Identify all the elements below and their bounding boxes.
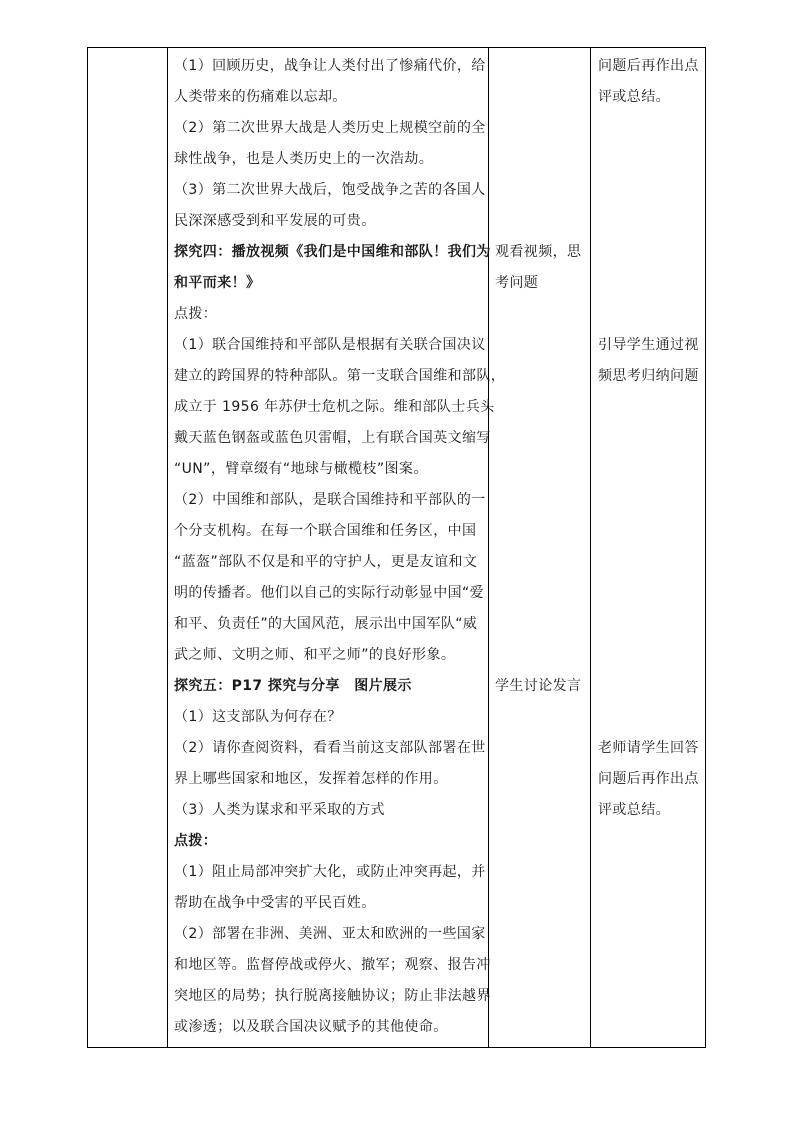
- content-line: “UN”，臂章缀有“地球与橄榄枝”图案。: [174, 461, 428, 477]
- content-line: （2）请你查阅资料，看看当前这支部队部署在世: [174, 740, 486, 756]
- content-line: 或渗透；以及联合国决议赋予的其他使命。: [174, 1019, 448, 1035]
- content-line: （1）回顾历史，战争让人类付出了惨痛代价，给: [174, 58, 486, 74]
- teacher-activity-line: 问题后再作出点: [598, 58, 699, 74]
- content-line: 人类带来的伤痛难以忘却。: [174, 89, 347, 105]
- teacher-activity-line: 评或总结。: [598, 89, 670, 105]
- content-line: 戴天蓝色钢盔或蓝色贝雷帽，上有联合国英文缩写: [174, 430, 491, 446]
- teaching-content-cell: [174, 48, 506, 1047]
- teacher-activity-line: 频思考归纳问题: [598, 368, 699, 384]
- inquiry-four-heading: 探究四：播放视频《我们是中国维和部队！我们为: [174, 244, 491, 260]
- inquiry-four-heading: 和平而来！》: [174, 275, 261, 291]
- student-activity-line: 观看视频，思: [495, 244, 582, 260]
- content-line: 和平、负责任”的大国风范，展示出中国军队“威: [174, 616, 478, 632]
- student-activity-cell: [495, 48, 587, 1047]
- content-line: 突地区的局势；执行脱离接触协议；防止非法越界: [174, 988, 491, 1004]
- lesson-plan-table: [87, 47, 706, 1048]
- teacher-activity-cell: [598, 48, 704, 1047]
- content-line: 建立的跨国界的特种部队。第一支联合国维和部队，: [174, 368, 506, 384]
- column-divider: [590, 48, 591, 1047]
- guidance-label: 点拨：: [174, 833, 218, 849]
- teacher-activity-line: 老师请学生回答: [598, 740, 699, 756]
- teacher-activity-line: 引导学生通过视: [598, 337, 699, 353]
- content-line: （1）这支部队为何存在？: [174, 709, 342, 725]
- content-line: （2）第二次世界大战是人类历史上规模空前的全: [174, 120, 486, 136]
- content-line: （2）部署在非洲、美洲、亚太和欧洲的一些国家: [174, 926, 486, 942]
- content-line: 个分支机构。在每一个联合国维和任务区，中国: [174, 523, 477, 539]
- content-line: 武之师、文明之师、和平之师”的良好形象。: [174, 647, 456, 663]
- inquiry-five-heading: 探究五：P17 探究与分享 图片展示: [174, 678, 412, 694]
- content-line: 和地区等。监督停战或停火、撤军；观察、报告冲: [174, 957, 491, 973]
- student-activity-line: 学生讨论发言: [495, 678, 582, 694]
- content-line: （1）阻止局部冲突扩大化，或防止冲突再起，并: [174, 864, 486, 880]
- column-divider: [167, 48, 168, 1047]
- content-line: 明的传播者。他们以自己的实际行动彰显中国“爱: [174, 585, 485, 601]
- content-line: （1）联合国维持和平部队是根据有关联合国决议: [174, 337, 486, 353]
- content-line: 民深深感受到和平发展的可贵。: [174, 213, 376, 229]
- student-activity-line: 考问题: [495, 275, 539, 291]
- content-line: 成立于 1956 年苏伊士危机之际。维和部队士兵头: [174, 399, 495, 415]
- column-divider: [488, 48, 489, 1047]
- teacher-activity-line: 问题后再作出点: [598, 771, 699, 787]
- teacher-activity-line: 评或总结。: [598, 802, 670, 818]
- content-line: “蓝盔”部队不仅是和平的守护人，更是友谊和文: [174, 554, 478, 570]
- content-line: 球性战争，也是人类历史上的一次浩劫。: [174, 151, 434, 167]
- blank-column-cell: [88, 48, 167, 1047]
- content-line: 界上哪些国家和地区，发挥着怎样的作用。: [174, 771, 448, 787]
- content-line: 帮助在战争中受害的平民百姓。: [174, 895, 376, 911]
- guidance-label: 点拨：: [174, 306, 218, 322]
- content-line: （2）中国维和部队，是联合国维持和平部队的一: [174, 492, 486, 508]
- content-line: （3）人类为谋求和平采取的方式: [174, 802, 385, 818]
- content-line: （3）第二次世界大战后，饱受战争之苦的各国人: [174, 182, 486, 198]
